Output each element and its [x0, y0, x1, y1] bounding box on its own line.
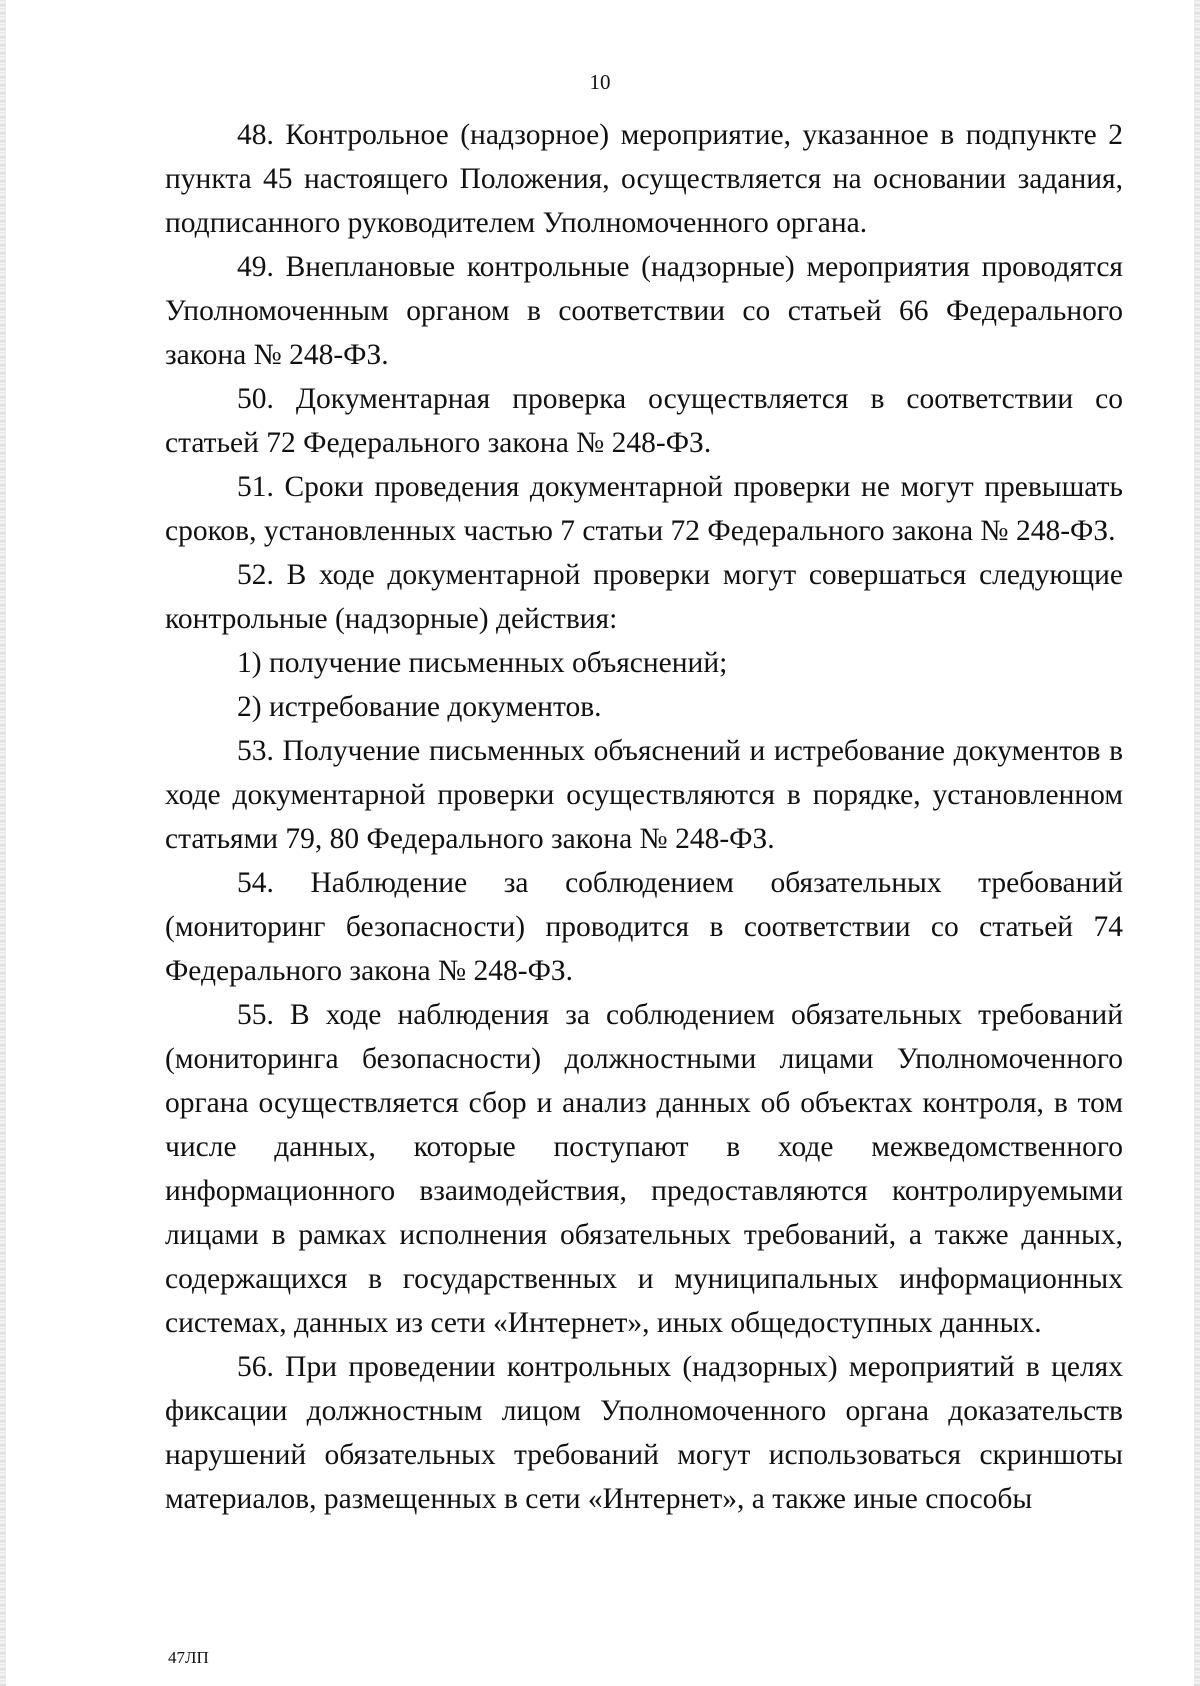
document-body: [165, 113, 1123, 1521]
paragraph-55: 55. В ходе наблюдения за соблюдением обязательных требований (мониторинга безопасности) должностными лицами Уполномоченного органа осуществляется сбор и анализ данных об объектах контроля, в том числе данных, которые поступают в ходе межведомственного информационного взаимодействия, предоставляются контролируемыми лицами в рамках исполнения обязательных требований, а также данных, содержащихся в государственных и муниципальных информационных системах, данных из сети «Интернет», иных общедоступных данных.: [165, 999, 1123, 1339]
paragraph-49: 49. Внеплановые контрольные (надзорные) мероприятия проводятся Уполномоченным органом в соответствии со статьей 66 Федерального закона № 248-ФЗ.: [165, 251, 1123, 371]
scan-edge-right: [1194, 0, 1200, 1686]
scan-edge-left: [0, 0, 6, 1686]
paragraph-53: 53. Получение письменных объяснений и истребование документов в ходе документарной проверки осуществляются в порядке, установленном статьями 79, 80 Федерального закона № 248-ФЗ.: [165, 735, 1123, 855]
paragraph-52: 52. В ходе документарной проверки могут совершаться следующие контрольные (надзорные) действия:: [165, 559, 1123, 635]
paragraph-56: 56. При проведении контрольных (надзорных) мероприятий в целях фиксации должностным лицом Уполномоченного органа доказательств нарушений обязательных требований могут использоваться скриншоты материалов, размещенных в сети «Интернет», а также иные способы: [165, 1351, 1123, 1515]
paragraph-50: 50. Документарная проверка осуществляется в соответствии со статьей 72 Федерального закона № 248-ФЗ.: [165, 383, 1123, 459]
page-number: 10: [589, 70, 611, 94]
paragraph-48: 48. Контрольное (надзорное) мероприятие, указанное в подпункте 2 пункта 45 настоящего Положения, осуществляется на основании задания, подписанного руководителем Уполномоченного органа.: [165, 119, 1123, 239]
list-item-2: 2) истребование документов.: [237, 691, 602, 723]
paragraph-54: 54. Наблюдение за соблюдением обязательных требований (мониторинг безопасности) проводится в соответствии со статьей 74 Федерального закона № 248-ФЗ.: [165, 867, 1123, 987]
list-item-1: 1) получение письменных объяснений;: [237, 647, 728, 679]
paragraph-51: 51. Сроки проведения документарной проверки не могут превышать сроков, установленных частью 7 статьи 72 Федерального закона № 248-ФЗ.: [165, 471, 1123, 547]
document-code: 47ЛП: [168, 1648, 209, 1667]
